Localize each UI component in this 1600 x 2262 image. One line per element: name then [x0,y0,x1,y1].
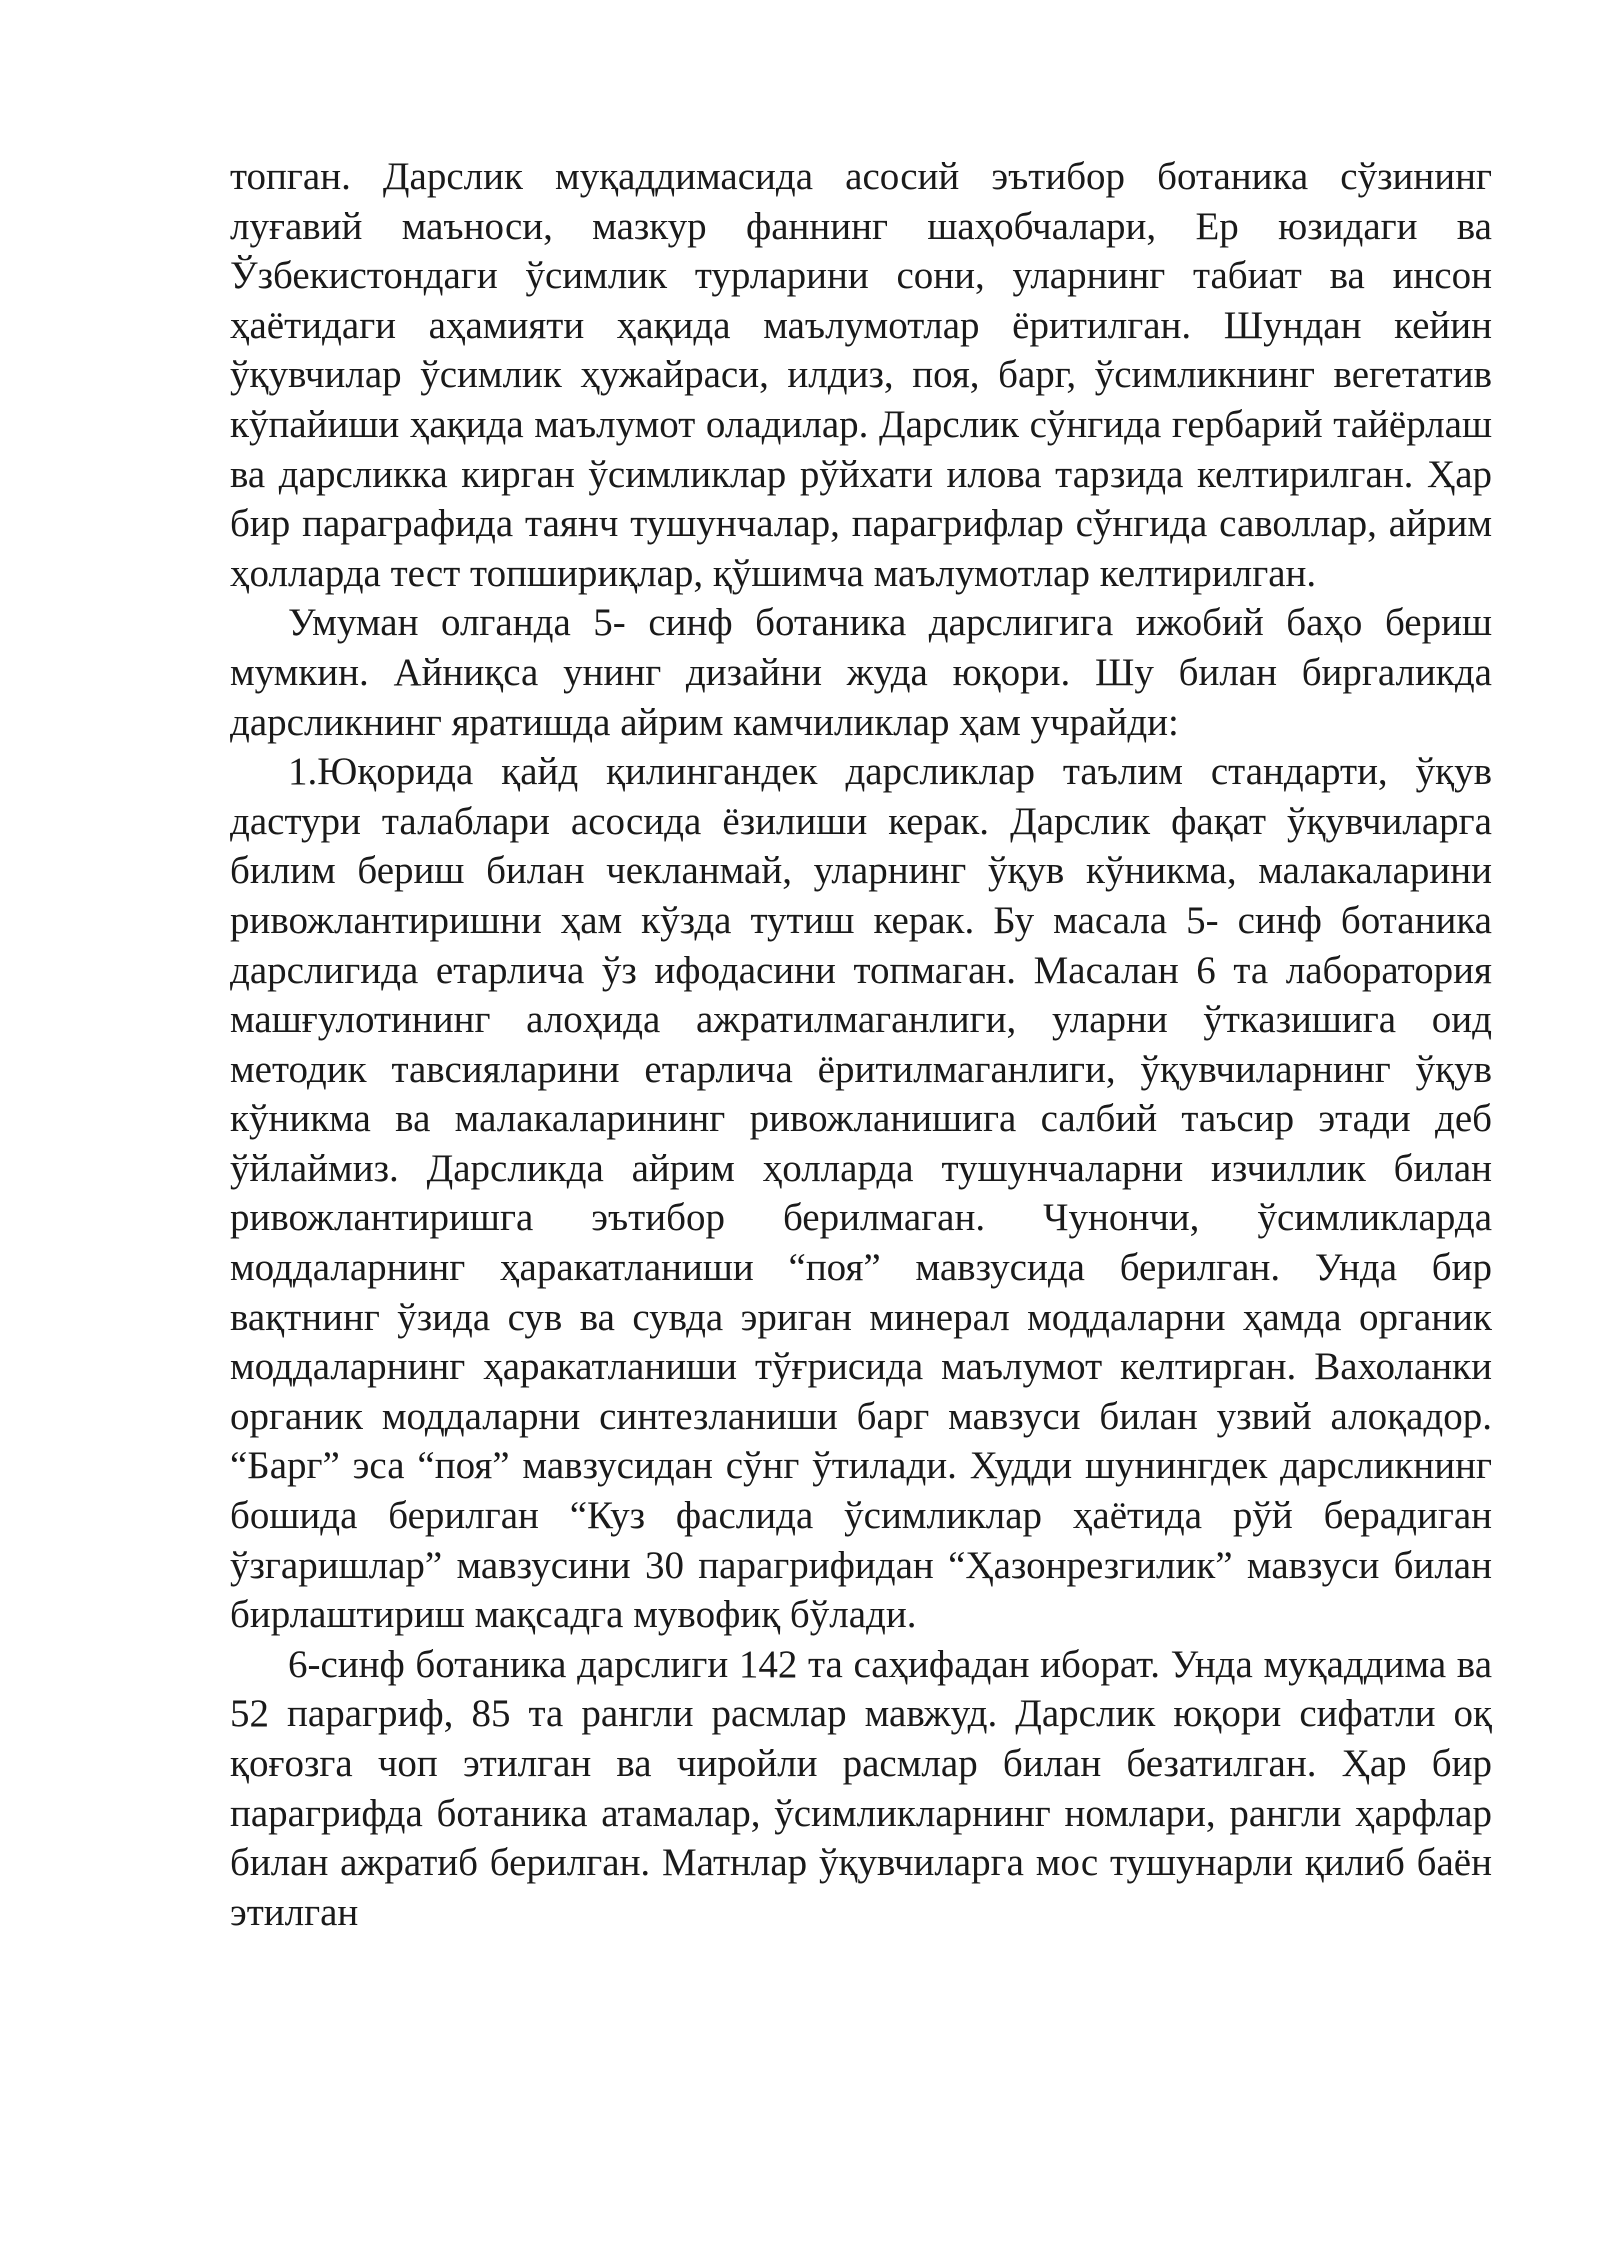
paragraph-grade6-textbook: 6-синф ботаника дарслиги 142 та саҳифадан иборат. Унда муқаддима ва 52 парагриф, 85 та рангли расмлар мавжуд. Дарслик юқори сифатли оқ қоғозга чоп этилган ва чиройли расмлар билан безатилган. Ҳар бир парагрифда ботаника атамалар, ўсимликларнинг номлари, рангли ҳарфлар билан ажратиб берилган. Матнлар ўқувчиларга мос тушунарли қилиб баён этилган [230,1642,1492,1934]
paragraph-assessment: Умуман олганда 5- синф ботаника дарслигига ижобий баҳо бериш мумкин. Айниқса унинг дизайни жуда юқори. Шу билан биргаликда дарсликнинг яратишда айрим камчиликлар ҳам учрайди: [230,601,1492,744]
paragraph-shortcomings: 1.Юқорида қайд қилингандек дарсликлар таълим стандарти, ўқув дастури талаблари асосида ёзилиши керак. Дарслик фақат ўқувчиларга билим бериш билан чекланмай, уларнинг ўқув кўникма, малакаларини ривожлантиришни ҳам кўзда тутиш керак. Бу масала 5- синф ботаника дарслигида етарлича ўз ифодасини топмаган. Масалан 6 та лаборатория машғулотининг алоҳида ажратилмаганлиги, уларни ўтказишига оид методик тавсияларини етарлича ёритилмаганлиги, ўқувчиларнинг ўқув кўникма ва малакаларининг ривожланишига салбий таъсир этади деб ўйлаймиз. Дарсликда айрим ҳолларда тушунчаларни изчиллик билан ривожлантиришга эътибор берилмаган. Чунончи, ўсимликларда моддаларнинг ҳаракатланиши “поя” мавзусида берилган. Унда бир вақтнинг ўзида сув ва сувда эриган минерал моддаларни ҳамда органик моддаларнинг ҳаракатланиши тўғрисида маълумот келтирган. Вахоланки органик моддаларни синтезланиши барг мавзуси билан узвий алоқадор. “Барг” эса “поя” мавзусидан сўнг ўтилади. Худди шунингдек дарсликнинг бошида берилган “Куз фаслида ўсимликлар ҳаётида рўй берадиган ўзгаришлар” мавзусини 30 парагрифидан “Ҳазонрезгилик” мавзуси билан бирлаштириш мақсадга мувофиқ бўлади. [230,750,1492,1637]
paragraph-continuation: топган. Дарслик муқаддимасида асосий эътибор ботаника сўзининг луғавий маъноси, мазкур фаннинг шаҳобчалари, Ер юзидаги ва Ўзбекистондаги ўсимлик турларини сони, уларнинг табиат ва инсон ҳаётидаги аҳамияти ҳақида маълумотлар ёритилган. Шундан кейин ўқувчилар ўсимлик ҳужайраси, илдиз, поя, барг, ўсимликнинг вегетатив кўпайиши ҳақида маълумот оладилар. Дарслик сўнгида гербарий тайёрлаш ва дарсликка кирган ўсимликлар рўйхати илова тарзида келтирилган. Ҳар бир параграфида таянч тушунчалар, парагрифлар сўнгида саволлар, айрим ҳолларда тест топшириқлар, қўшимча маълумотлар келтирилган. [230,155,1492,595]
body-text [230,152,1492,1937]
